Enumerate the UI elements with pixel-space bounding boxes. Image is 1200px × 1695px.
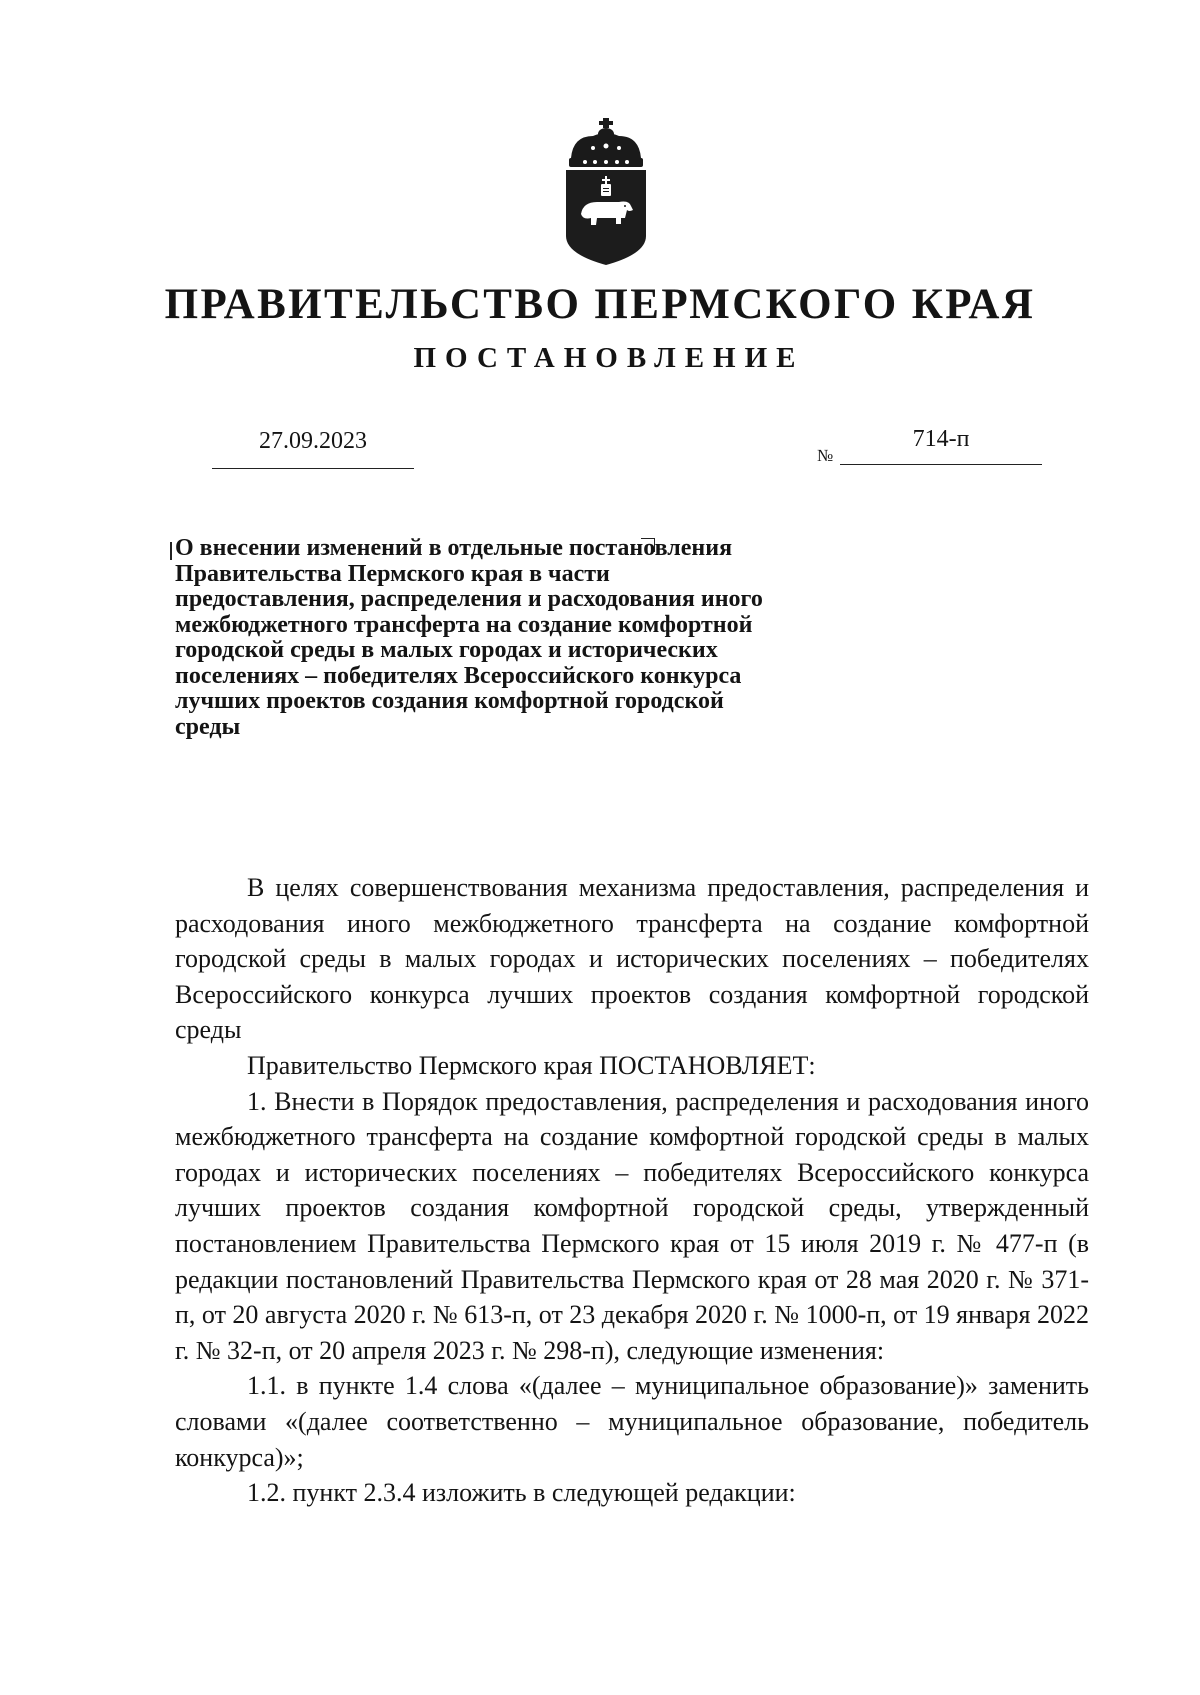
item-1-1-paragraph: 1.1. в пункте 1.4 слова «(далее – муниципальное образование)» заменить словами «(далее соответственно – муниципальное образование, победитель конкурса)»; — [175, 1371, 1089, 1472]
date-field — [212, 424, 414, 469]
subject-bracket-left — [170, 542, 172, 560]
perm-krai-coat-of-arms-icon — [563, 118, 649, 266]
document-kind: ПОСТАНОВЛЕНИЕ — [413, 342, 805, 374]
document-number: 714-п — [912, 426, 970, 452]
resolves-paragraph: Правительство Пермского края ПОСТАНОВЛЯЕТ: — [247, 1050, 816, 1080]
number-sign: № — [817, 446, 834, 465]
item-1-2-paragraph: 1.2. пункт 2.3.4 изложить в следующей редакции: — [247, 1478, 796, 1508]
item-1-paragraph: 1. Внести в Порядок предоставления, распределения и расходования иного межбюджетного трансферта на создание комфортной городской среды в малых городах и исторических поселениях – победителях Всероссийского конкурса лучших проектов создания комфортной городской среды, утвержденный постановлением Правительства Пермского края от 15 июля 2019 г. № 477-п (в редакции постановлений Правительства Пермского края от 28 мая 2020 г. № 371-п, от 20 августа 2020 г. № 613-п, от 23 декабря 2020 г. № 1000-п, от 19 января 2022 г. № 32-п, от 20 апреля 2023 г. № 298-п), следующие изменения: — [175, 1086, 1089, 1365]
preamble-paragraph: В целях совершенствования механизма предоставления, распределения и расходования иного межбюджетного трансферта на создание комфортной городской среды в малых городах и исторических поселениях – победителях Всероссийского конкурса лучших проектов создания комфортной городской среды — [175, 873, 1089, 1045]
document-subject: О внесении изменений в отдельные постановления Правительства Пермского края в части предоставления, распределения и расходования иного межбюджетного трансферта на создание комфортной городской среды в малых городах и исторических поселениях – победителях Всероссийского конкурса лучших проектов создания комфортной городской среды — [175, 535, 763, 740]
document-body — [175, 870, 1089, 1511]
government-title: ПРАВИТЕЛЬСТВО ПЕРМСКОГО КРАЯ — [164, 281, 1036, 328]
document-date: 27.09.2023 — [259, 428, 367, 454]
number-field — [840, 418, 1042, 465]
